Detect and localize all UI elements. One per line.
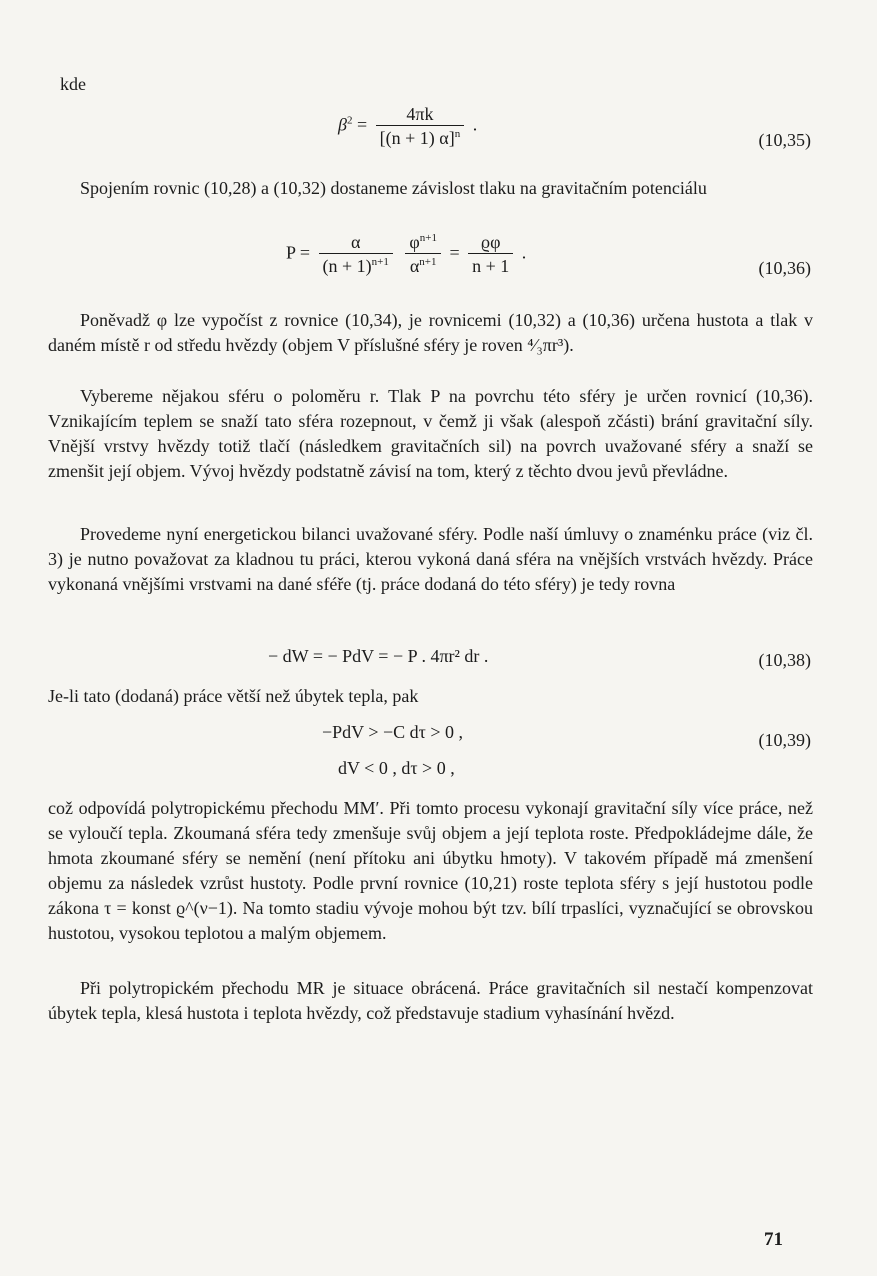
eq36-f2-den-exp: n+1 [419,256,437,268]
eq36-f2-num-exp: n+1 [419,232,437,244]
equation-10-36 [286,232,526,277]
equation-10-38: − dW = − PdV = − P . 4πr² dr . [268,646,489,666]
eq35-numerator: 4πk [406,104,434,124]
paragraph-5: Je-li tato (dodaná) práce větší než úbytek tepla, pak [48,686,419,706]
eq35-lhs: β [338,114,347,135]
paragraph-2: Poněvadž φ lze vypočíst z rovnice (10,34), je rovnicemi (10,32) a (10,36) určena hustota a tlak v daném místě r od středu hvězdy (objem V příslušné sféry je roven ⁴⁄₃πr³). [48,310,813,355]
eq36-fraction-3 [468,232,513,277]
eq36-f2-den-text: α [409,256,420,276]
page-number: 71 [764,1229,783,1250]
paragraph-3: Vybereme nějakou sféru o poloměru r. Tlak P na povrchu této sféry je určen rovnicí (10,36). Vznikajícím teplem se snaží tato sféra rozepnout, v čemž ji však (alespoň zčásti) brání gravitační síly. Vnější vrstvy hvězdy totiž tlačí (následkem gravitačních sil) na povrch uvažované sféry a snaží se zmenšit její objem. Vývoj hvězdy podstatně závisí na tom, který z těchto dvou jevů převládne. [48,386,813,481]
eq35-den-exp: n [454,128,461,140]
equation-number-10-39: (10,39) [758,730,811,750]
eq35-tail: . [472,114,478,135]
eq36-f1-den-exp: n+1 [371,256,389,268]
paragraph-1: Spojením rovnic (10,28) a (10,32) dostaneme závislost tlaku na gravitačním potenciálu [80,178,707,198]
paragraph-4: Provedeme nyní energetickou bilanci uvažované sféry. Podle naší úmluvy o znaménku práce (viz čl. 3) je nutno považovat za kladnou tu práci, kterou vykoná daná sféra na vnějších vrstvách hvězdy. Práce vykonaná vnějšími vrstvami na dané sféře (tj. práce dodaná do této sféry) je tedy rovna [48,524,813,594]
eq35-fraction [376,104,465,149]
eq36-lhs: P = [286,242,310,263]
eq36-fraction-1 [319,232,393,277]
word-kde: kde [60,74,86,94]
eq36-f1-den-text: (n + 1) [322,256,372,276]
equation-number-10-35: (10,35) [758,130,811,150]
paragraph-7: Při polytropickém přechodu MR je situace obrácená. Práce gravitačních sil nestačí kompenzovat úbytek tepla, klesá hustota i teplota hvězdy, což představuje stadium vyhasínání hvězd. [48,978,813,1023]
paragraph-6: což odpovídá polytropickému přechodu MM′. Při tomto procesu vykonají gravitační síly více práce, než se vyloučí tepla. Zkoumaná sféra tedy zmenšuje svůj objem a její teplota roste. Předpokládejme dále, že hmota zkoumané sféry se nemění (není přítoku ani úbytku hmoty). V takovém případě má zmenšení objemu za následek vzrůst hustoty. Podle první rovnice (10,21) roste teplota sféry s její hustotou podle zákona τ = konst ϱ^(ν−1). Na tomto stadiu vývoje mohou být tzv. bílí trpaslíci, vyznačující se obrovskou hustotou, vysokou teplotou a malým objemem. [48,798,813,943]
equation-10-39-line-1: −PdV > −C dτ > 0 , [322,722,464,742]
eq36-f2-num-text: φ [409,232,420,252]
eq35-denominator [376,125,465,149]
eq36-tail: . [521,242,527,263]
equation-10-39-line-2: dV < 0 , dτ > 0 , [338,758,455,778]
eq36-f1-den [319,253,393,277]
eq36-f1-num: α [350,232,361,252]
equation-number-10-38: (10,38) [758,650,811,670]
eq36-f3-num: ϱφ [480,232,501,252]
eq36-equals: = [449,242,460,263]
eq35-equals: = [356,114,368,135]
eq35-lhs-exp: 2 [346,114,353,127]
eq36-f2-den [405,253,441,277]
equation-number-10-36: (10,36) [758,258,811,278]
eq36-f2-num [405,232,441,253]
eq35-den-text: [(n + 1) α] [379,128,455,148]
equation-10-35 [338,104,477,149]
eq36-fraction-2 [405,232,441,277]
eq36-f3-den: n + 1 [468,253,513,277]
